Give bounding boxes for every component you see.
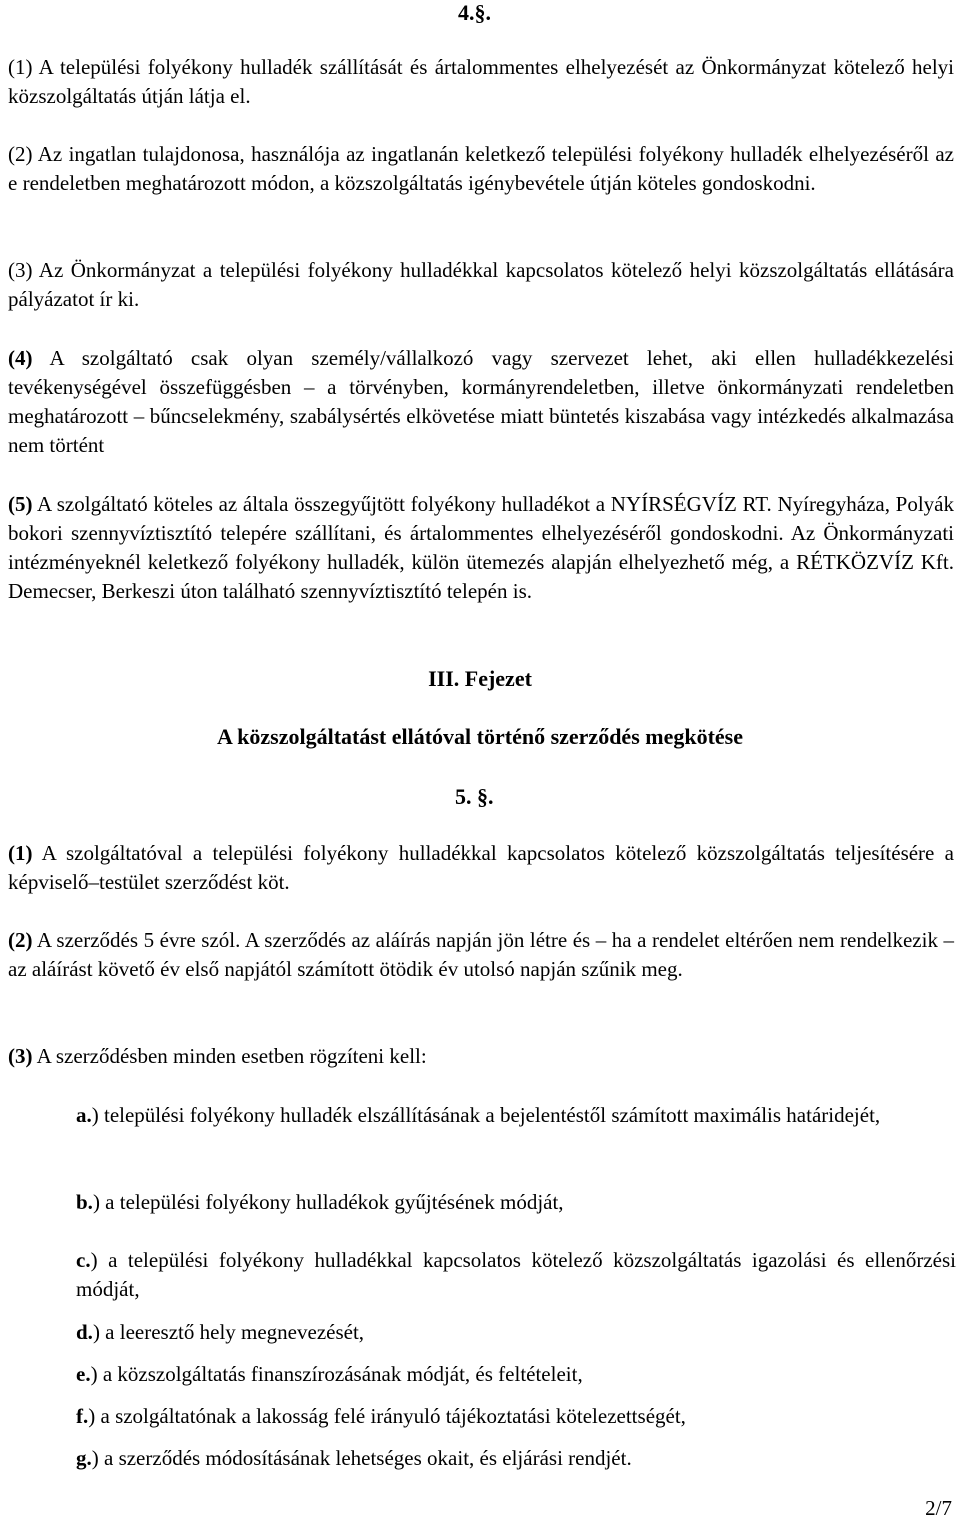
list-item-letter: b. bbox=[76, 1190, 93, 1214]
list-item-text: ) a települési folyékony hulladékkal kapcsolatos kötelező közszolgáltatás igazolási és ellenőrzési módját, bbox=[76, 1248, 956, 1301]
list-item-text: ) a szerződés módosításának lehetséges okait, és eljárási rendjét. bbox=[91, 1446, 632, 1470]
section-5-title: 5. §. bbox=[455, 784, 494, 809]
paragraph-text: A települési folyékony hulladék szállítását és ártalommentes elhelyezését az Önkormányzat kötelező helyi közszolgáltatás útján látja el. bbox=[8, 55, 954, 108]
list-item-text: ) települési folyékony hulladék elszállításának a bejelentéstől számított maximális határidejét, bbox=[91, 1103, 881, 1127]
paragraph-number: (2) bbox=[8, 142, 33, 166]
paragraph-4-1 bbox=[8, 53, 954, 111]
list-item-f bbox=[76, 1402, 956, 1431]
paragraph-number: (5) bbox=[8, 492, 33, 516]
list-item-a bbox=[76, 1101, 956, 1130]
list-item-text: ) a szolgáltatónak a lakosság felé irányuló tájékoztatási kötelezettségét, bbox=[88, 1404, 686, 1428]
paragraph-text: A szolgáltatóval a települési folyékony hulladékkal kapcsolatos kötelező közszolgáltatás teljesítésére a képviselő–testület szerződést köt. bbox=[8, 841, 954, 894]
paragraph-number: (4) bbox=[8, 346, 33, 370]
list-item-letter: c. bbox=[76, 1248, 91, 1272]
list-item-c bbox=[76, 1246, 956, 1304]
list-item-b bbox=[76, 1188, 956, 1217]
page-number: 2/7 bbox=[925, 1496, 952, 1520]
paragraph-number: (2) bbox=[8, 928, 33, 952]
paragraph-number: (1) bbox=[8, 55, 33, 79]
chapter-title: III. Fejezet bbox=[428, 666, 532, 691]
paragraph-number: (1) bbox=[8, 841, 33, 865]
list-item-letter: g. bbox=[76, 1446, 92, 1470]
paragraph-5-3 bbox=[8, 1042, 954, 1071]
list-item-text: ) a leeresztő hely megnevezését, bbox=[92, 1320, 365, 1344]
paragraph-number: (3) bbox=[8, 258, 33, 282]
list-item-text: ) a települési folyékony hulladékok gyűjtésének módját, bbox=[92, 1190, 564, 1214]
list-item-letter: e. bbox=[76, 1362, 91, 1386]
section-4-title: 4.§. bbox=[458, 0, 491, 25]
list-item-d bbox=[76, 1318, 956, 1347]
list-item-letter: d. bbox=[76, 1320, 93, 1344]
list-item-letter: a. bbox=[76, 1103, 92, 1127]
paragraph-number: (3) bbox=[8, 1044, 33, 1068]
paragraph-4-4 bbox=[8, 344, 954, 460]
paragraph-text: A szolgáltató köteles az általa összegyűjtött folyékony hulladékot a NYÍRSÉGVÍZ RT. Nyíregyháza, Polyák bokori szennyvíztisztító telepére szállítani, és ártalommentes elhelyezéséről gondoskodni. Az Önkormányzati intézményeknél keletkező folyékony hulladék, külön ütemezés alapján elhelyezhető még, a RÉTKÖZVÍZ Kft. Demecser, Berkeszi úton található szennyvíztisztító telepén is. bbox=[8, 492, 954, 603]
paragraph-text: A szolgáltató csak olyan személy/vállalkozó vagy szervezet lehet, aki ellen hulladékkezelési tevékenységével összefüggésben – a törvényben, kormányrendeletben, illetve önkormányzati rendeletben meghatározott – bűncselekmény, szabálysértés elkövetése miatt büntetés kiszabása vagy intézkedés alkalmazása nem történt bbox=[8, 346, 954, 457]
list-item-text: ) a közszolgáltatás finanszírozásának módját, és feltételeit, bbox=[90, 1362, 583, 1386]
list-item-e bbox=[76, 1360, 956, 1389]
paragraph-5-2 bbox=[8, 926, 954, 984]
paragraph-4-3 bbox=[8, 256, 954, 314]
paragraph-5-1 bbox=[8, 839, 954, 897]
chapter-subtitle: A közszolgáltatást ellátóval történő szerződés megkötése bbox=[216, 724, 744, 749]
paragraph-4-2 bbox=[8, 140, 954, 198]
paragraph-text: A szerződésben minden esetben rögzíteni kell: bbox=[32, 1044, 427, 1068]
paragraph-4-5 bbox=[8, 490, 954, 606]
paragraph-text: A szerződés 5 évre szól. A szerződés az aláírás napján jön létre és – ha a rendelet eltérően nem rendelkezik – az aláírást követő év első napjától számított ötödik év utolsó napján szűnik meg. bbox=[8, 928, 954, 981]
paragraph-text: Az Önkormányzat a települési folyékony hulladékkal kapcsolatos kötelező helyi közszolgáltatás ellátására pályázatot ír ki. bbox=[8, 258, 954, 311]
list-item-g bbox=[76, 1444, 956, 1473]
paragraph-text: Az ingatlan tulajdonosa, használója az ingatlanán keletkező települési folyékony hulladék elhelyezéséről az e rendeletben meghatározott módon, a közszolgáltatás igénybevétele útján köteles gondoskodni. bbox=[8, 142, 954, 195]
list-item-letter: f. bbox=[76, 1404, 89, 1428]
